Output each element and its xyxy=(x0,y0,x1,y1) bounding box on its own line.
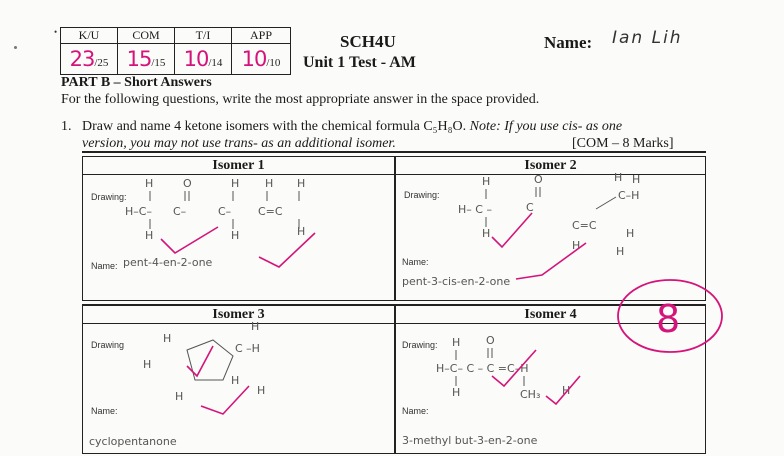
name-label: Name: xyxy=(402,406,429,416)
svg-text:H–C–: H–C– xyxy=(125,205,152,218)
svg-text:H: H xyxy=(145,177,154,190)
svg-text:H– C –: H– C – xyxy=(458,203,492,216)
isomer-3-title: Isomer 3 xyxy=(83,306,394,324)
score-out-of: /15 xyxy=(151,57,166,69)
score-header-com: COM xyxy=(118,28,175,44)
score-out-of: /14 xyxy=(208,57,223,69)
instructions: For the following questions, write the most appropriate answer in the space provided. xyxy=(61,92,540,107)
svg-text:H: H xyxy=(251,320,260,333)
svg-text:H: H xyxy=(562,384,571,397)
svg-text:H: H xyxy=(482,175,491,188)
isomer-3-box xyxy=(82,304,395,454)
score-cell-ti xyxy=(175,44,232,75)
svg-text:H: H xyxy=(297,177,306,190)
svg-text:H: H xyxy=(614,171,623,184)
score-out-of: /25 xyxy=(94,57,109,69)
isomer-1-answer: pent-4-en-2-one xyxy=(123,256,213,269)
svg-text:H: H xyxy=(231,374,240,387)
score-table xyxy=(60,27,291,75)
svg-text:H: H xyxy=(632,173,641,186)
drawing-label: Drawing: xyxy=(91,192,127,202)
svg-text:H: H xyxy=(231,229,240,242)
grade-circle-value: 8 xyxy=(656,297,681,341)
isomer-1-title: Isomer 1 xyxy=(83,157,394,175)
svg-text:H: H xyxy=(231,177,240,190)
svg-text:H: H xyxy=(175,390,184,403)
svg-text:C –H: C –H xyxy=(235,342,260,355)
part-title: PART B – Short Answers xyxy=(61,75,212,90)
isomer-1-box xyxy=(82,156,395,301)
name-label: Name: xyxy=(91,406,118,416)
svg-text:C: C xyxy=(526,201,534,214)
svg-text:H: H xyxy=(257,384,266,397)
svg-text:C–: C– xyxy=(218,205,232,218)
course-code: SCH4U xyxy=(340,32,396,51)
name-label: Name: xyxy=(91,261,118,271)
svg-text:H: H xyxy=(265,177,274,190)
question-number: 1. xyxy=(61,119,72,134)
score-cell-ku xyxy=(61,44,118,75)
isomer-3-answer: cyclopentanone xyxy=(89,435,177,448)
scan-speck xyxy=(14,46,17,49)
score-header-ku: K/U xyxy=(61,28,118,44)
svg-text:O: O xyxy=(534,173,543,186)
svg-text:C–: C– xyxy=(173,205,187,218)
drawing-label: Drawing xyxy=(91,340,125,350)
svg-text:H: H xyxy=(482,227,491,240)
score-earned: 15 xyxy=(126,47,152,71)
svg-text:H–C– C – C =C–H: H–C– C – C =C–H xyxy=(436,362,529,375)
svg-text:CH₃: CH₃ xyxy=(520,388,541,401)
test-title: Unit 1 Test - AM xyxy=(303,54,416,71)
svg-text:O: O xyxy=(486,334,495,347)
isomer-2-answer: pent-3-cis-en-2-one xyxy=(402,275,511,288)
score-earned: 10 xyxy=(183,47,209,71)
svg-text:O: O xyxy=(183,177,192,190)
student-name: Ian Lih xyxy=(612,28,683,48)
svg-text:H: H xyxy=(616,245,625,258)
question-note-continued: version, you may not use trans- as an additional isomer. xyxy=(82,136,396,151)
svg-text:H: H xyxy=(143,358,152,371)
scan-mark: • xyxy=(54,27,58,37)
svg-text:H: H xyxy=(145,229,154,242)
score-earned: 23 xyxy=(69,47,95,71)
svg-text:C–H: C–H xyxy=(618,189,640,202)
note-text: If you use cis- as one xyxy=(504,119,623,134)
isomer-2-title: Isomer 2 xyxy=(396,157,705,175)
drawing-label: Drawing: xyxy=(404,190,440,200)
svg-text:H: H xyxy=(572,239,581,252)
svg-text:H: H xyxy=(163,332,172,345)
isomer-3-structure xyxy=(83,306,396,456)
svg-text:C=C: C=C xyxy=(572,219,597,232)
score-cell-app xyxy=(232,44,291,75)
name-label: Name: xyxy=(544,33,593,52)
isomer-4-answer: 3-methyl but-3-en-2-one xyxy=(402,434,538,447)
note-label: Note: xyxy=(469,119,501,134)
drawing-label: Drawing: xyxy=(402,340,438,350)
isomer-1-structure xyxy=(83,157,396,302)
name-label: Name: xyxy=(402,257,429,267)
score-out-of: /10 xyxy=(266,57,281,69)
score-cell-com xyxy=(118,44,175,75)
svg-text:H: H xyxy=(452,336,461,349)
svg-text:H: H xyxy=(626,227,635,240)
grade-circle xyxy=(612,276,732,386)
svg-text:C=C: C=C xyxy=(258,205,283,218)
score-header-ti: T/I xyxy=(175,28,232,44)
isomer-4-title: Isomer 4 xyxy=(396,306,705,324)
svg-text:H: H xyxy=(297,225,306,238)
question-text xyxy=(82,119,682,135)
question-main: Draw and name 4 ketone isomers with the chemical formula C₅H₈O. xyxy=(82,119,467,134)
question-marks: [COM – 8 Marks] xyxy=(572,136,674,151)
score-earned: 10 xyxy=(241,47,267,71)
svg-text:H: H xyxy=(452,386,461,399)
score-header-app: APP xyxy=(232,28,291,44)
